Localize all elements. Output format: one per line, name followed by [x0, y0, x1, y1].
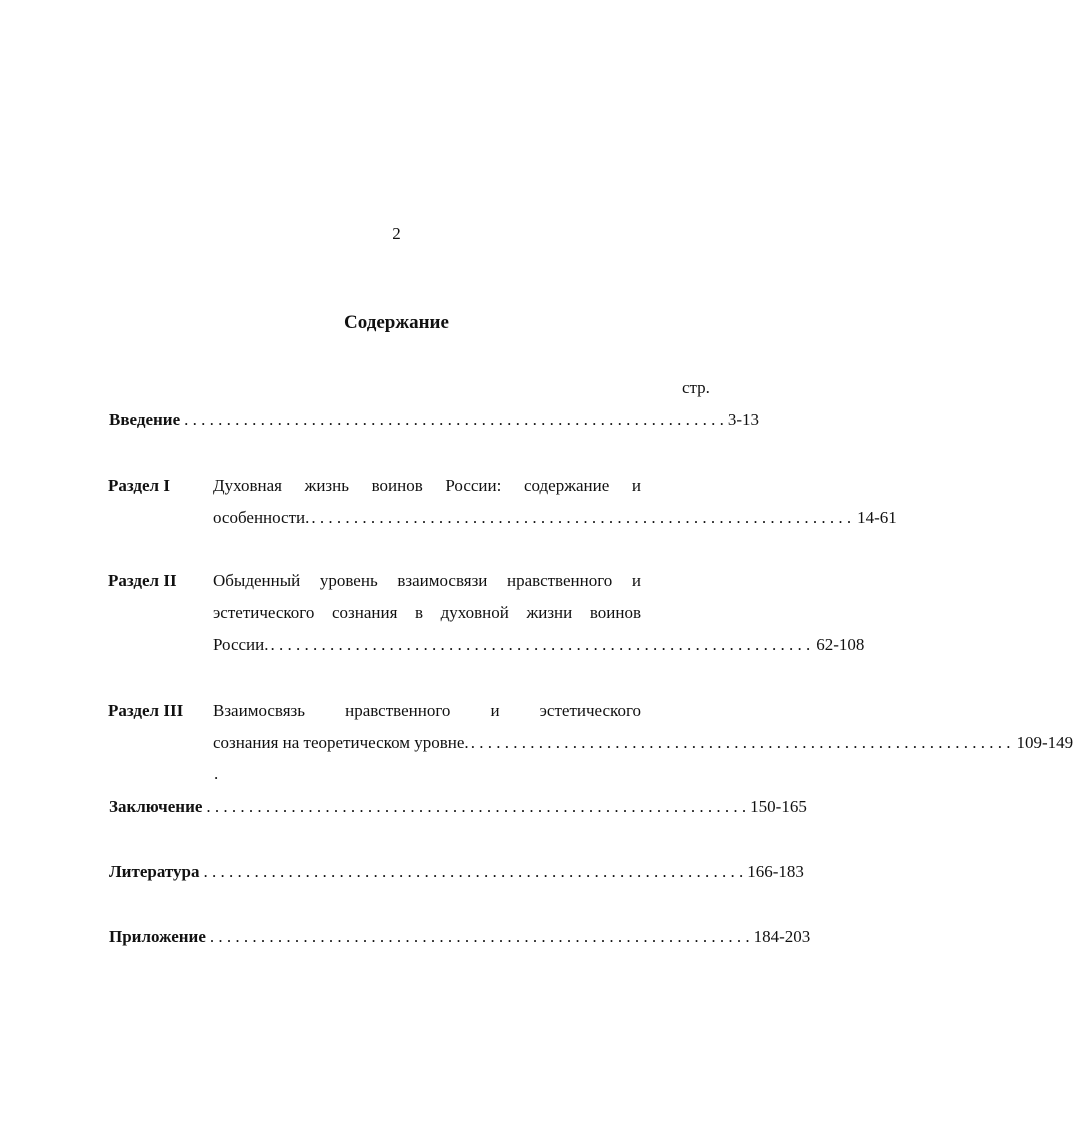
toc-section-label: Раздел III — [108, 701, 184, 720]
dot-leader: . . . . . . . . . . . . . . . . . . . . . . . . . . . . . . . . . . . . . . . . . . . . . . . . . . . . . . . . . . . . . . . . — [184, 410, 724, 429]
dot-leader: . . . . . . . . . . . . . . . . . . . . . . . . . . . . . . . . . . . . . . . . . . . . . . . . . . . . . . . . . . . . . . . . — [209, 927, 750, 946]
page-title: Содержание — [344, 312, 449, 333]
toc-section-text: Взаимосвязь нравственного и эстетического — [213, 701, 641, 720]
page-number: 2 — [392, 224, 401, 243]
toc-section-last-line — [213, 635, 865, 655]
toc-entry-pages: 184-203 — [753, 927, 811, 946]
toc-section-text: России. — [213, 635, 269, 654]
stray-dot: . — [214, 764, 219, 783]
toc-section-text: Духовная жизнь воинов России: содержание и — [213, 476, 641, 495]
toc-entry-pages: 109-149 — [1016, 733, 1073, 752]
toc-entry-label: Заключение — [109, 797, 203, 816]
dot-leader: . . . . . . . . . . . . . . . . . . . . . . . . . . . . . . . . . . . . . . . . . . . . . . . . . . . . . . . . . . . . . . . . — [270, 635, 811, 654]
toc-entry-pages: 3-13 — [727, 410, 760, 429]
toc-entry-intro — [109, 410, 760, 430]
toc-section-text: Обыденный уровень взаимосвязи нравственного и — [213, 571, 641, 590]
toc-entry-pages: 150-165 — [750, 797, 807, 816]
toc-entry-label: Литература — [109, 862, 200, 881]
toc-entry-literature — [109, 862, 804, 882]
toc-entry-label: Введение — [109, 410, 181, 429]
toc-section-text: особенности. — [213, 508, 310, 527]
dot-leader: . . . . . . . . . . . . . . . . . . . . . . . . . . . . . . . . . . . . . . . . . . . . . . . . . . . . . . . . . . . . . . . . — [470, 733, 1011, 752]
toc-entry-pages: 14-61 — [857, 508, 897, 527]
dot-leader: . . . . . . . . . . . . . . . . . . . . . . . . . . . . . . . . . . . . . . . . . . . . . . . . . . . . . . . . . . . . . . . . — [311, 508, 852, 527]
toc-entry-label: Приложение — [109, 927, 206, 946]
toc-section-text: эстетического сознания в духовной жизни воинов — [213, 603, 641, 622]
toc-section-label: Раздел II — [108, 571, 177, 590]
dot-leader: . . . . . . . . . . . . . . . . . . . . . . . . . . . . . . . . . . . . . . . . . . . . . . . . . . . . . . . . . . . . . . . . — [203, 862, 744, 881]
toc-entry-pages: 62-108 — [816, 635, 865, 654]
toc-section-text: сознания на теоретическом уровне. — [213, 733, 469, 752]
toc-section-label: Раздел I — [108, 476, 170, 495]
toc-section-last-line — [213, 508, 897, 528]
toc-entry-appendix — [109, 927, 811, 947]
toc-entry-conclusion — [109, 797, 807, 817]
pages-column-label: стр. — [682, 378, 710, 397]
toc-section-last-line — [213, 733, 1073, 753]
dot-leader: . . . . . . . . . . . . . . . . . . . . . . . . . . . . . . . . . . . . . . . . . . . . . . . . . . . . . . . . . . . . . . . . — [206, 797, 747, 816]
toc-entry-pages: 166-183 — [747, 862, 804, 881]
